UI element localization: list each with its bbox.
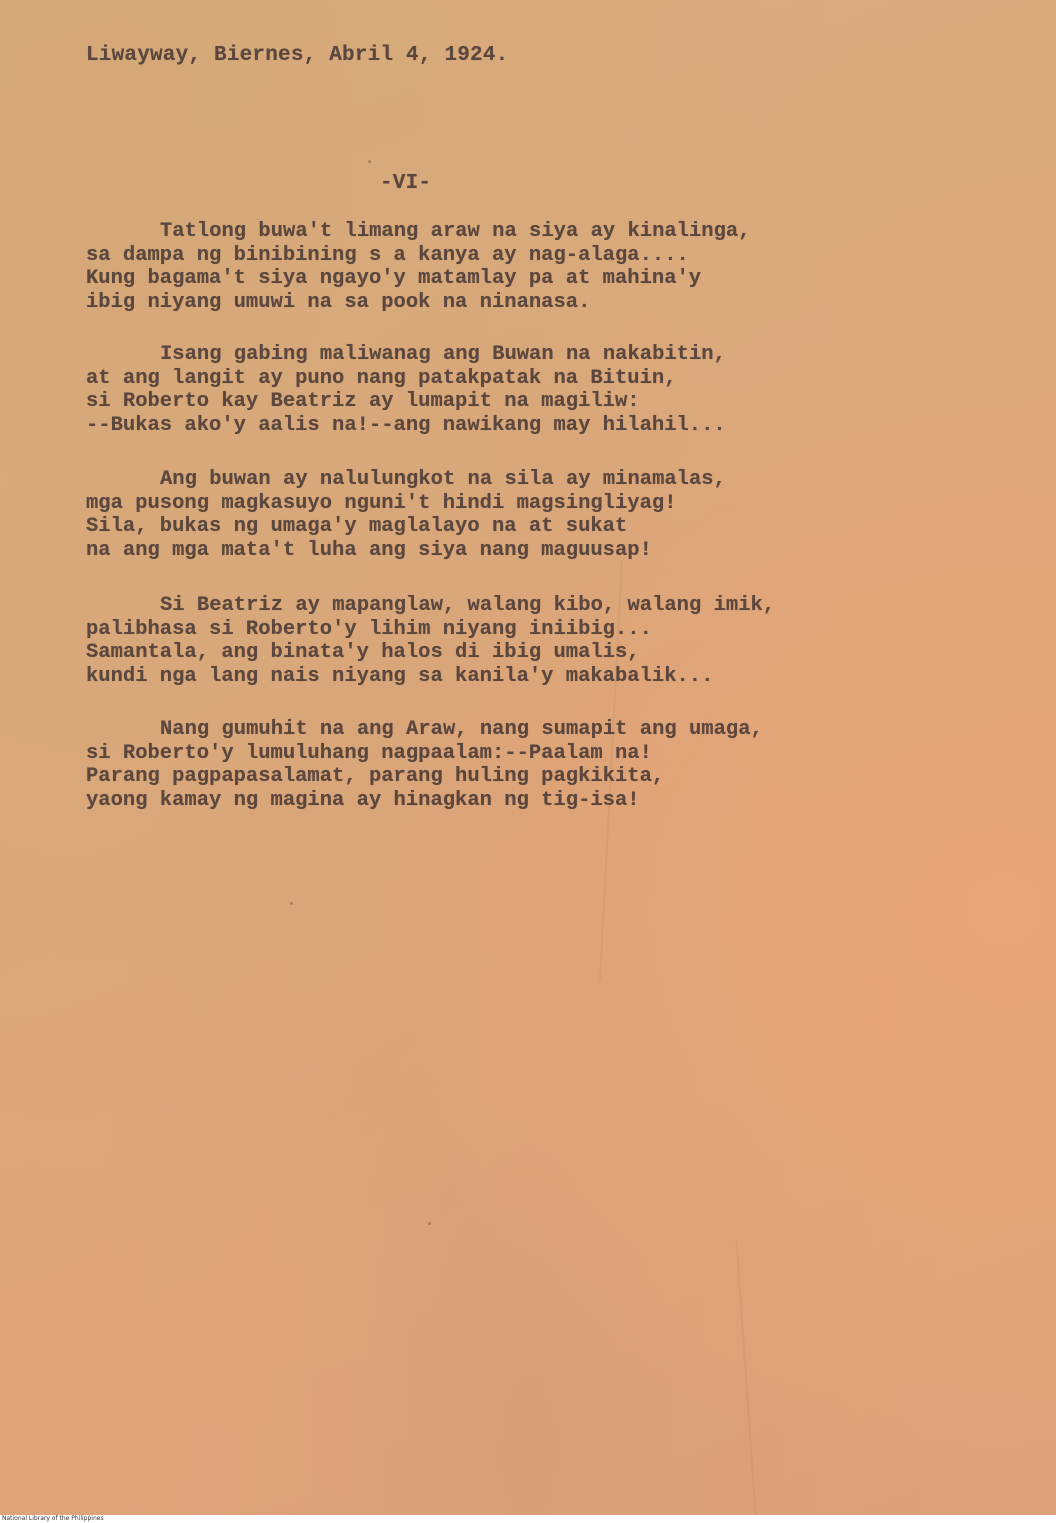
stanza-line: si Roberto kay Beatriz ay lumapit na magiliw: [86, 390, 640, 413]
stanza-line: mga pusong magkasuyo nguni't hindi magsingliyag! [86, 491, 677, 515]
stanza-line: at ang langit ay puno nang patakpatak na Bituin, [86, 366, 677, 390]
stanza-line: Tatlong buwa't limang araw na siya ay kinalinga, [160, 220, 751, 243]
footer-strip [0, 1515, 1056, 1523]
poem-stanza [86, 220, 751, 314]
stanza-line: kundi nga lang nais niyang sa kanila'y makabalik... [86, 664, 714, 688]
poem-stanza [86, 343, 726, 437]
stanza-line: --Bukas ako'y aalis na!--ang nawikang may hilahil... [86, 413, 726, 437]
poem-stanza [86, 718, 763, 812]
paper-speck [368, 160, 371, 163]
paper-fold-mark [735, 1240, 756, 1514]
stanza-line: Nang gumuhit na ang Araw, nang sumapit ang umaga, [160, 718, 763, 741]
stanza-line: Isang gabing maliwanag ang Buwan na nakabitin, [160, 343, 726, 366]
document-header: Liwayway, Biernes, Abril 4, 1924. [86, 44, 509, 67]
stanza-line: Sila, bukas ng umaga'y maglalayo na at sukat [86, 515, 628, 538]
poem-stanza [86, 594, 775, 688]
stanza-line: yaong kamay ng magina ay hinagkan ng tig-isa! [86, 788, 640, 812]
stanza-line: Kung bagama't siya ngayo'y matamlay pa at mahina'y [86, 267, 702, 290]
stanza-line: na ang mga mata't luha ang siya nang maguusap! [86, 538, 652, 562]
stanza-line: palibhasa si Roberto'y lihim niyang iniibig... [86, 617, 652, 641]
section-numeral: -VI- [380, 172, 432, 195]
stanza-line: si Roberto'y lumuluhang nagpaalam:--Paalam na! [86, 741, 652, 765]
stanza-line: sa dampa ng binibining s a kanya ay nag-alaga.... [86, 243, 689, 267]
stanza-line: Samantala, ang binata'y halos di ibig umalis, [86, 641, 640, 664]
library-credit: National Library of the Philippines [2, 1515, 104, 1522]
paper-speck [290, 902, 293, 905]
stanza-line: ibig niyang umuwi na sa pook na ninanasa. [86, 290, 591, 314]
stanza-line: Ang buwan ay nalulungkot na sila ay minamalas, [160, 468, 726, 491]
stanza-line: Parang pagpapasalamat, parang huling pagkikita, [86, 765, 665, 788]
poem-stanza [86, 468, 726, 562]
paper-speck [428, 1222, 431, 1225]
stanza-line: Si Beatriz ay mapanglaw, walang kibo, walang imik, [160, 594, 776, 617]
